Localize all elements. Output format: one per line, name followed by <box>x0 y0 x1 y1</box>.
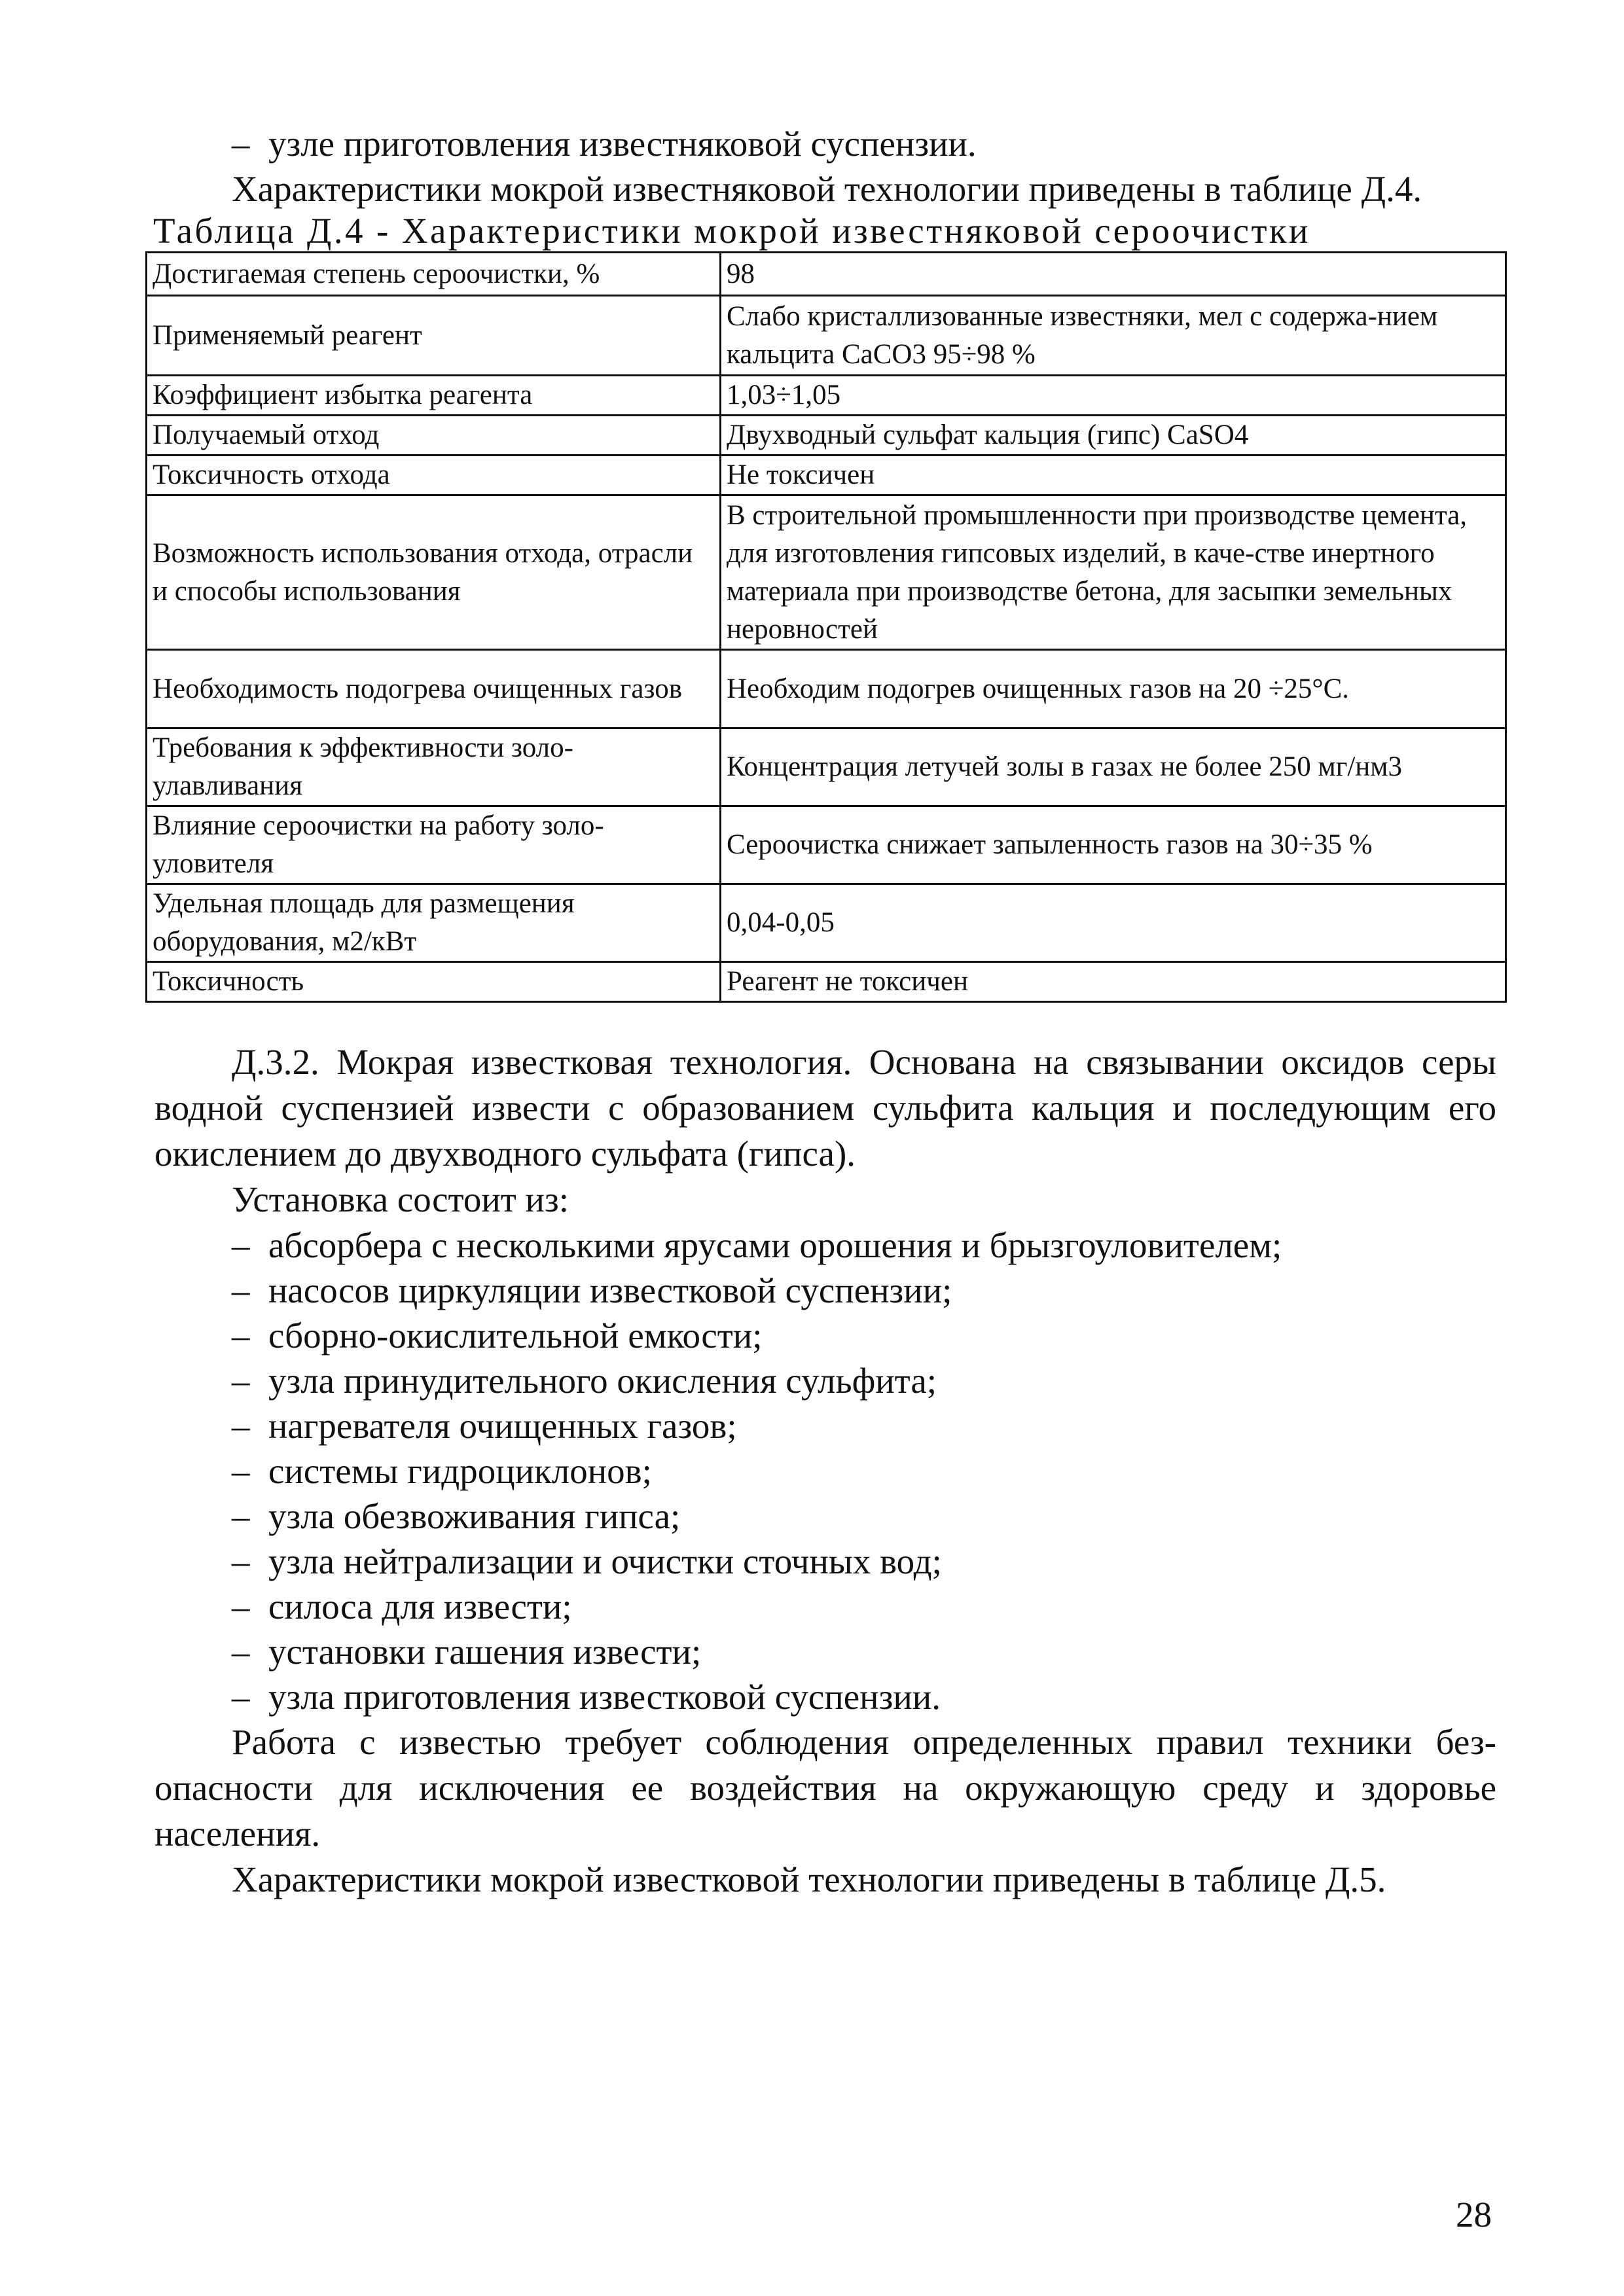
param-cell: Необходимость подогрева очищенных газов <box>147 650 721 728</box>
table-row <box>147 296 1506 376</box>
param-cell: Применяемый реагент <box>147 296 721 376</box>
intro-paragraph: Характеристики мокрой известняковой технологии приведены в таблице Д.4. <box>232 169 1422 209</box>
section-paragraph: Д.3.2. Мокрая известковая технология. Основана на связывании оксидов серы водной суспензией извести с образованием сульфита кальция и последующим его окислением до двухводного сульфата (гипса). <box>154 1042 1496 1174</box>
table-row <box>147 884 1506 962</box>
list-dash: – <box>232 1677 250 1717</box>
list-item <box>154 1403 1496 1448</box>
param-cell: Коэффициент избытка реагента <box>147 376 721 416</box>
list-dash: – <box>232 1406 250 1446</box>
table-row <box>147 495 1506 650</box>
page-number: 28 <box>1456 2195 1492 2234</box>
list-dash: – <box>232 1225 250 1265</box>
value-cell: Реагент не токсичен <box>721 962 1506 1002</box>
list-item-text: системы гидроциклонов; <box>268 1451 652 1491</box>
table-row <box>147 376 1506 416</box>
list-dash: – <box>232 1632 250 1672</box>
list-item-text: нагревателя очищенных газов; <box>268 1406 737 1446</box>
param-cell: Удельная площадь для размещения оборудования, м2/кВт <box>147 884 721 962</box>
table-row <box>147 456 1506 495</box>
value-cell: Концентрация летучей золы в газах не более 250 мг/нм3 <box>721 728 1506 806</box>
list-item <box>154 1584 1496 1629</box>
value-cell: В строительной промышленности при производстве цемента, для изготовления гипсовых изделий, в каче-стве инертного материала при производстве бетона, для засыпки земельных неровностей <box>721 495 1506 650</box>
value-cell: Слабо кристаллизованные известняки, мел с содержа-нием кальцита CaCO3 95÷98 % <box>721 296 1506 376</box>
table-row <box>147 650 1506 728</box>
table-row <box>147 962 1506 1002</box>
list-item <box>154 1629 1496 1674</box>
list-item <box>154 121 1496 166</box>
list-item-text: сборно-окислительной емкости; <box>268 1316 763 1355</box>
list-intro: Установка состоит из: <box>232 1179 569 1219</box>
section-block <box>154 1039 1496 1903</box>
param-cell: Получаемый отход <box>147 416 721 456</box>
list-item <box>154 1674 1496 1719</box>
table-row <box>147 416 1506 456</box>
param-cell: Достигаемая степень сероочистки, % <box>147 253 721 296</box>
value-cell: 98 <box>721 253 1506 296</box>
param-cell: Влияние сероочистки на работу золо-уловителя <box>147 806 721 884</box>
list-item <box>154 1539 1496 1584</box>
list-dash: – <box>232 1316 250 1355</box>
list-item <box>154 1494 1496 1539</box>
list-dash: – <box>232 1587 250 1626</box>
list-item-text: узла принудительного окисления сульфита; <box>268 1361 937 1401</box>
value-cell: Не токсичен <box>721 456 1506 495</box>
list-item <box>154 1358 1496 1403</box>
table-row <box>147 806 1506 884</box>
value-cell: Необходим подогрев очищенных газов на 20 ÷25°C. <box>721 650 1506 728</box>
list-item-text: узла нейтрализации и очистки сточных вод; <box>268 1541 942 1581</box>
equipment-list <box>154 1223 1496 1719</box>
list-dash: – <box>232 1270 250 1310</box>
list-item-text: насосов циркуляции известковой суспензии; <box>268 1270 952 1310</box>
param-cell: Возможность использования отхода, отрасли и способы использования <box>147 495 721 650</box>
list-item-text: абсорбера с несколькими ярусами орошения и брызгоуловителем; <box>268 1225 1282 1265</box>
list-item-text: узле приготовления известняковой суспензии. <box>268 124 977 164</box>
param-cell: Токсичность отхода <box>147 456 721 495</box>
characteristics-table <box>145 251 1507 1003</box>
safety-paragraph: Работа с известью требует соблюдения определенных правил техники без-опасности для исключения ее воздействия на окружающую среду и здоровье населения. <box>154 1722 1496 1854</box>
list-item <box>154 1268 1496 1313</box>
intro-block <box>154 121 1496 212</box>
list-item-text: узла приготовления известковой суспензии. <box>268 1677 941 1717</box>
value-cell: 1,03÷1,05 <box>721 376 1506 416</box>
list-dash: – <box>232 1361 250 1401</box>
list-item-text: силоса для извести; <box>268 1587 572 1626</box>
list-item <box>154 1223 1496 1268</box>
list-dash: – <box>232 1451 250 1491</box>
value-cell: Двухводный сульфат кальция (гипс) CaSO4 <box>721 416 1506 456</box>
table-reference-paragraph: Характеристики мокрой известковой технологии приведены в таблице Д.5. <box>232 1859 1386 1899</box>
value-cell: 0,04-0,05 <box>721 884 1506 962</box>
param-cell: Токсичность <box>147 962 721 1002</box>
param-cell: Требования к эффективности золо-улавливания <box>147 728 721 806</box>
table-row <box>147 728 1506 806</box>
value-cell: Сероочистка снижает запыленность газов на 30÷35 % <box>721 806 1506 884</box>
list-item-text: установки гашения извести; <box>268 1632 702 1672</box>
list-dash: – <box>232 1541 250 1581</box>
table-caption: Таблица Д.4 - Характеристики мокрой известняковой сероочистки <box>153 211 1310 251</box>
list-dash: – <box>232 1496 250 1536</box>
list-item <box>154 1448 1496 1494</box>
table-row <box>147 253 1506 296</box>
list-item <box>154 1313 1496 1358</box>
list-dash: – <box>232 124 250 164</box>
list-item-text: узла обезвоживания гипса; <box>268 1496 681 1536</box>
